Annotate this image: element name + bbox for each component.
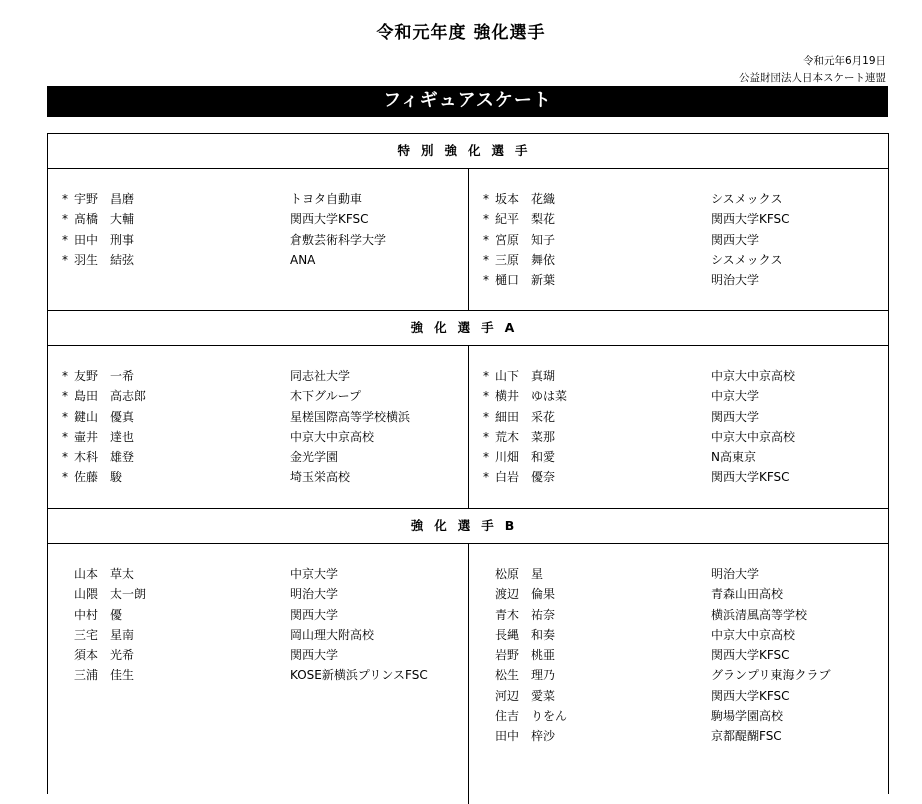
athlete-affiliation: 関西大学 xyxy=(711,232,760,247)
athlete-name: 髙橋 大輔 xyxy=(74,212,135,227)
athlete-row xyxy=(48,230,468,250)
athlete-affiliation: 横浜清風高等学校 xyxy=(711,607,808,622)
athlete-name: 須本 光希 xyxy=(74,648,135,663)
athlete-affiliation: 駒場学園高校 xyxy=(711,709,784,724)
athlete-name: 松生 理乃 xyxy=(495,668,556,683)
men-column xyxy=(48,564,468,686)
section-body-special xyxy=(48,169,888,310)
athlete-row xyxy=(469,584,889,604)
athlete-affiliation: 関西大学KFSC xyxy=(711,470,790,485)
athlete-affiliation: 中京大学 xyxy=(290,567,339,581)
athlete-name: 住吉 りをん xyxy=(495,709,568,724)
athlete-row xyxy=(469,706,889,726)
athlete-row xyxy=(48,584,468,604)
athlete-marker: * xyxy=(483,212,489,227)
athlete-marker: * xyxy=(483,369,489,383)
athlete-row xyxy=(469,686,889,706)
women-column xyxy=(469,564,889,747)
women-column xyxy=(469,366,889,488)
athlete-name: 友野 一希 xyxy=(74,369,135,383)
athlete-name: 島田 高志郎 xyxy=(74,389,147,404)
athlete-row xyxy=(469,270,889,290)
athlete-name: 坂本 花織 xyxy=(495,192,556,206)
athlete-affiliation: トヨタ自動車 xyxy=(290,192,363,206)
athlete-marker: * xyxy=(483,389,489,404)
athlete-affiliation: シスメックス xyxy=(711,252,783,267)
athlete-marker: * xyxy=(483,273,489,288)
athlete-marker: * xyxy=(62,450,68,465)
athlete-row xyxy=(469,665,889,685)
athlete-name: 羽生 結弦 xyxy=(74,252,135,267)
athlete-name: 佐藤 駿 xyxy=(74,470,123,485)
athlete-name: 岩野 桃亜 xyxy=(495,648,556,663)
athlete-affiliation: 関西大学KFSC xyxy=(711,688,790,703)
athlete-row xyxy=(469,209,889,229)
athlete-table xyxy=(47,133,889,794)
athlete-row xyxy=(48,665,468,685)
athlete-row xyxy=(48,427,468,447)
athlete-name: 三原 舞依 xyxy=(495,252,556,267)
athlete-affiliation: 同志社大学 xyxy=(290,369,351,383)
athlete-affiliation: 関西大学KFSC xyxy=(711,648,790,663)
athlete-row xyxy=(48,605,468,625)
document-date: 令和元年6月19日 xyxy=(802,55,886,67)
athlete-row xyxy=(48,625,468,645)
athlete-name: 青木 祐奈 xyxy=(495,607,556,622)
athlete-affiliation: 岡山理大附高校 xyxy=(290,627,375,642)
athlete-affiliation: 金光学園 xyxy=(290,450,339,465)
athlete-affiliation: 倉敷芸術科学大学 xyxy=(290,232,387,247)
athlete-affiliation: 中京大中京高校 xyxy=(711,429,796,444)
athlete-affiliation: 明治大学 xyxy=(290,587,339,602)
athlete-name: 渡辺 倫果 xyxy=(495,587,556,602)
section-body-a xyxy=(48,346,888,508)
athlete-row xyxy=(469,625,889,645)
athlete-marker: * xyxy=(62,409,68,424)
athlete-name: 山本 草太 xyxy=(74,567,135,581)
athlete-row xyxy=(469,230,889,250)
athlete-affiliation: KOSE新横浜プリンスFSC xyxy=(290,668,428,683)
athlete-affiliation: 中京大中京高校 xyxy=(711,627,796,642)
athlete-row xyxy=(48,366,468,386)
athlete-name: 河辺 愛菜 xyxy=(495,688,556,703)
athlete-row xyxy=(469,447,889,467)
athlete-row xyxy=(469,726,889,746)
athlete-marker: * xyxy=(483,450,489,465)
athlete-row xyxy=(469,366,889,386)
athlete-marker: * xyxy=(483,429,489,444)
athlete-row xyxy=(48,189,468,209)
athlete-row xyxy=(469,605,889,625)
athlete-marker: * xyxy=(62,470,68,485)
women-column xyxy=(469,189,889,290)
athlete-affiliation: N高東京 xyxy=(711,450,756,465)
athlete-affiliation: 木下グループ xyxy=(290,389,362,404)
athlete-affiliation: 中京大中京高校 xyxy=(711,369,796,383)
athlete-marker: * xyxy=(483,470,489,485)
athlete-affiliation: ANA xyxy=(290,252,316,267)
athlete-marker: * xyxy=(62,252,68,267)
athlete-name: 宮原 知子 xyxy=(495,232,556,247)
athlete-name: 長縄 和奏 xyxy=(495,627,556,642)
athlete-affiliation: 関西大学 xyxy=(711,409,760,424)
athlete-name: 松原 星 xyxy=(495,567,544,581)
athlete-name: 紀平 梨花 xyxy=(495,212,556,227)
athlete-row xyxy=(469,427,889,447)
athlete-affiliation: 関西大学KFSC xyxy=(711,212,790,227)
athlete-name: 宇野 昌磨 xyxy=(74,192,135,206)
athlete-affiliation: 星槎国際高等学校横浜 xyxy=(290,409,411,424)
men-column xyxy=(48,189,468,270)
athlete-row xyxy=(48,467,468,487)
athlete-name: 中村 優 xyxy=(74,607,123,622)
section-body-b xyxy=(48,544,888,804)
athlete-name: 横井 ゆは菜 xyxy=(495,389,568,404)
athlete-name: 荒木 菜那 xyxy=(495,429,556,444)
page-title: 令和元年度 強化選手 xyxy=(376,23,546,43)
athlete-name: 木科 雄登 xyxy=(74,450,135,465)
athlete-name: 山隈 太一朗 xyxy=(74,587,147,602)
athlete-affiliation: 京都醍醐FSC xyxy=(711,729,782,744)
sport-banner: フィギュアスケート xyxy=(47,86,888,117)
athlete-row xyxy=(469,386,889,406)
athlete-affiliation: 関西大学KFSC xyxy=(290,212,369,227)
athlete-row xyxy=(48,564,468,584)
athlete-marker: * xyxy=(483,252,489,267)
athlete-affiliation: 中京大中京高校 xyxy=(290,429,375,444)
athlete-affiliation: 青森山田高校 xyxy=(711,587,784,602)
athlete-affiliation: 関西大学 xyxy=(290,648,339,663)
athlete-row xyxy=(48,209,468,229)
athlete-name: 白岩 優奈 xyxy=(495,470,556,485)
athlete-affiliation: 埼玉栄高校 xyxy=(290,470,351,485)
athlete-row xyxy=(469,467,889,487)
athlete-row xyxy=(48,250,468,270)
athlete-name: 壷井 達也 xyxy=(74,429,135,444)
athlete-affiliation: 関西大学 xyxy=(290,607,339,622)
athlete-marker: * xyxy=(483,232,489,247)
athlete-name: 細田 采花 xyxy=(495,409,556,424)
athlete-row xyxy=(469,189,889,209)
athlete-name: 鍵山 優真 xyxy=(74,409,135,424)
athlete-affiliation: 明治大学 xyxy=(711,273,760,288)
organization-name: 公益財団法人日本スケート連盟 xyxy=(739,72,886,84)
athlete-row xyxy=(469,564,889,584)
athlete-row xyxy=(469,645,889,665)
athlete-row xyxy=(469,407,889,427)
athlete-affiliation: シスメックス xyxy=(711,192,783,206)
athlete-name: 三浦 佳生 xyxy=(74,668,135,683)
athlete-affiliation: 明治大学 xyxy=(711,567,760,581)
section-header-a: 強化選手A xyxy=(48,310,888,346)
section-header-b: 強化選手B xyxy=(48,508,888,544)
athlete-marker: * xyxy=(62,212,68,227)
athlete-marker: * xyxy=(62,429,68,444)
athlete-name: 田中 梓沙 xyxy=(495,729,556,744)
athlete-affiliation: 中京大学 xyxy=(711,389,760,404)
athlete-name: 田中 刑事 xyxy=(74,232,135,247)
men-column xyxy=(48,366,468,488)
section-header-special: 特別強化選手 xyxy=(48,134,888,169)
athlete-name: 樋口 新葉 xyxy=(495,273,556,288)
athlete-marker: * xyxy=(483,409,489,424)
athlete-marker: * xyxy=(62,369,68,383)
athlete-name: 三宅 星南 xyxy=(74,627,135,642)
athlete-marker: * xyxy=(62,232,68,247)
athlete-name: 川畑 和愛 xyxy=(495,450,556,465)
athlete-row xyxy=(48,407,468,427)
athlete-row xyxy=(48,386,468,406)
athlete-row xyxy=(48,645,468,665)
athlete-marker: * xyxy=(62,192,68,206)
athlete-name: 山下 真瑚 xyxy=(495,369,556,383)
athlete-marker: * xyxy=(483,192,489,206)
athlete-row xyxy=(469,250,889,270)
athlete-affiliation: グランプリ東海クラブ xyxy=(711,668,831,683)
athlete-marker: * xyxy=(62,389,68,404)
athlete-row xyxy=(48,447,468,467)
